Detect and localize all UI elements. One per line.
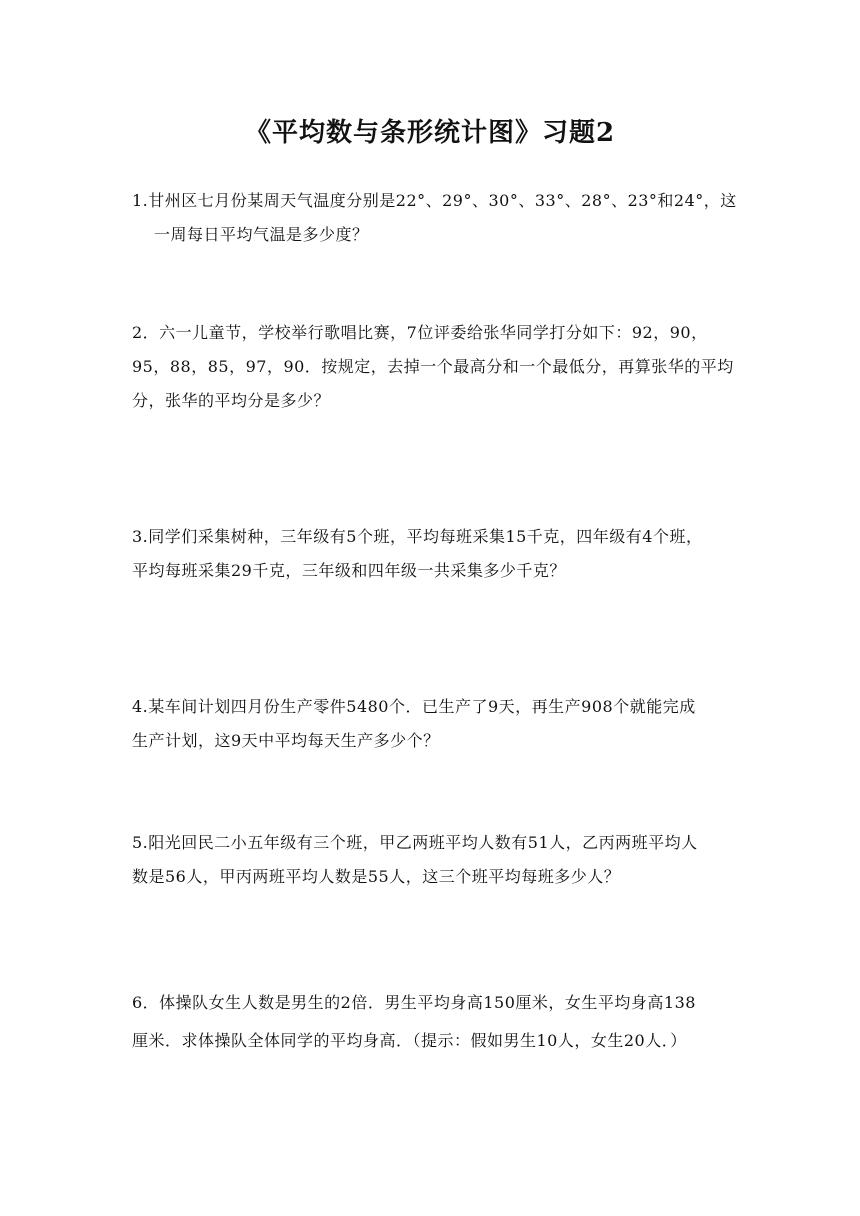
question-line: 生产计划，这9天中平均每天生产多少个？ xyxy=(132,731,440,750)
question-line: 6．体操队女生人数是男生的2倍．男生平均身高150厘米，女生平均身高138 xyxy=(132,993,696,1012)
question-4 xyxy=(132,690,732,758)
question-1 xyxy=(132,184,737,252)
question-line: 2．六一儿童节，学校举行歌唱比赛，7位评委给张华同学打分如下：92，90， xyxy=(132,323,708,342)
question-line: 分，张华的平均分是多少？ xyxy=(132,391,331,410)
question-line: 1.甘州区七月份某周天气温度分别是22°、29°、30°、33°、28°、23°和24°，这 xyxy=(132,191,737,210)
question-6 xyxy=(132,984,732,1060)
question-2 xyxy=(132,316,732,418)
question-line: 5.阳光回民二小五年级有三个班，甲乙两班平均人数有51人，乙丙两班平均人 xyxy=(132,833,698,852)
question-line: 一周每日平均气温是多少度？ xyxy=(154,225,369,244)
question-line: 平均每班采集29千克，三年级和四年级一共采集多少千克？ xyxy=(132,561,566,580)
document-title: 《平均数与条形统计图》习题2 xyxy=(244,118,616,148)
question-line: 厘米．求体操队全体同学的平均身高．（提示：假如男生10人，女生20人．） xyxy=(132,1031,687,1050)
question-line: 3.同学们采集树种，三年级有5个班，平均每班采集15千克，四年级有4个班， xyxy=(132,527,703,546)
question-line: 95，88，85，97，90．按规定，去掉一个最高分和一个最低分，再算张华的平均 xyxy=(132,357,734,376)
question-3 xyxy=(132,520,732,588)
question-5 xyxy=(132,826,732,894)
question-line: 数是56人，甲丙两班平均人数是55人，这三个班平均每班多少人？ xyxy=(132,867,621,886)
question-line: 4.某车间计划四月份生产零件5480个．已生产了9天，再生产908个就能完成 xyxy=(132,697,696,716)
